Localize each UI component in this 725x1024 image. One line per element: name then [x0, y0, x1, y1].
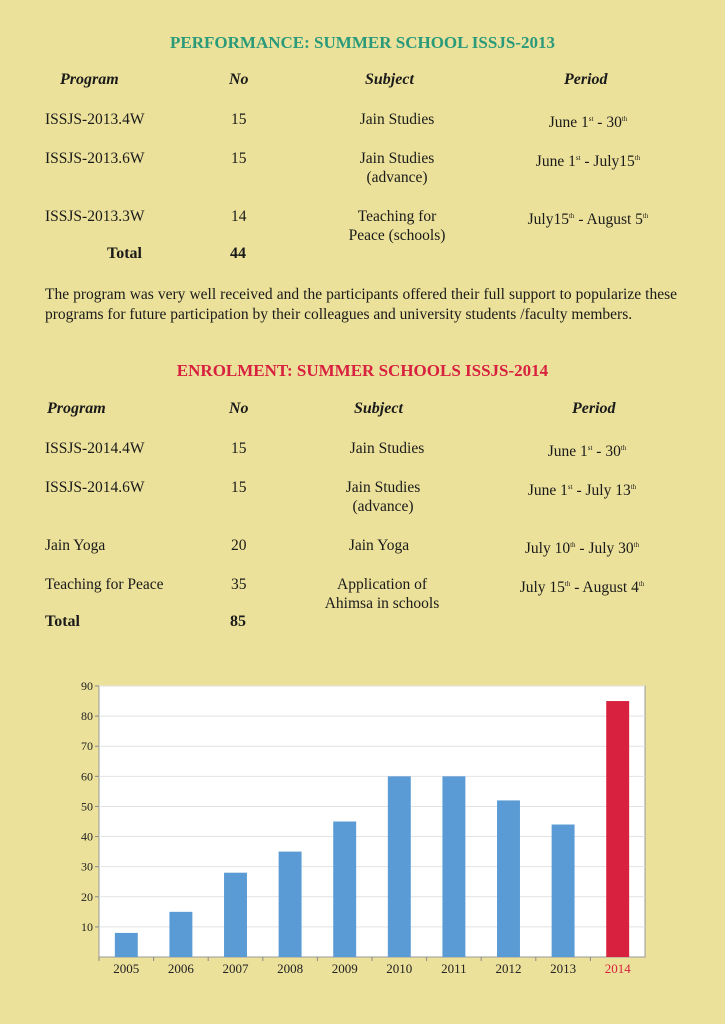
- bar-2013: [552, 825, 575, 957]
- no-cell: 15: [231, 479, 247, 496]
- col-header-subject: Subject: [354, 400, 403, 417]
- col-header-period: Period: [572, 400, 616, 417]
- bar-2011: [442, 776, 465, 957]
- period-cell: July 10th - July 30th: [524, 540, 640, 557]
- col-header-subject: Subject: [365, 71, 414, 88]
- program-cell: ISSJS-2014.6W: [45, 479, 145, 496]
- no-cell: 15: [231, 150, 247, 167]
- period-cell: June 1st - July15th: [535, 153, 641, 170]
- no-cell: 15: [231, 111, 247, 128]
- col-header-period: Period: [564, 71, 608, 88]
- total-value: 85: [230, 613, 246, 630]
- total-label: Total: [107, 245, 142, 262]
- subject-cell: Jain Studies: [359, 111, 435, 128]
- no-cell: 20: [231, 537, 247, 554]
- bar-2006: [169, 912, 192, 957]
- x-tick-label: 2008: [277, 961, 304, 976]
- program-cell: ISSJS-2014.4W: [45, 440, 145, 457]
- bar-2007: [224, 873, 247, 957]
- bar-2008: [279, 852, 302, 957]
- x-tick-label: 2005: [113, 961, 140, 976]
- y-tick-label: 70: [81, 739, 93, 754]
- section-2013-title: PERFORMANCE: SUMMER SCHOOL ISSJS-2013: [170, 33, 555, 52]
- program-cell: Teaching for Peace: [45, 576, 164, 593]
- period-cell: July15th - August 5th: [527, 211, 649, 228]
- bar-2010: [388, 776, 411, 957]
- y-tick-label: 10: [81, 919, 93, 934]
- summary-paragraph: The program was very well received and the participants offered their full support to popularize these programs for future participation by their colleagues and university students /faculty members.: [45, 286, 677, 323]
- no-cell: 15: [231, 440, 247, 457]
- subject-cell: Application of Ahimsa in schools: [324, 576, 440, 612]
- program-cell: ISSJS-2013.3W: [45, 208, 145, 225]
- y-tick-label: 30: [81, 859, 93, 874]
- program-cell: Jain Yoga: [45, 537, 106, 554]
- no-cell: 35: [231, 576, 247, 593]
- y-tick-label: 90: [81, 679, 93, 693]
- col-header-program: Program: [60, 71, 119, 88]
- x-tick-label: 2010: [386, 961, 413, 976]
- x-tick-label: 2009: [331, 961, 358, 976]
- subject-cell: Jain Studies (advance): [345, 479, 421, 515]
- x-tick-label: 2012: [495, 961, 522, 976]
- x-tick-label: 2013: [550, 961, 577, 976]
- col-header-no: No: [229, 71, 249, 88]
- period-cell: June 1st - 30th: [548, 114, 628, 131]
- x-tick-label: 2011: [441, 961, 467, 976]
- period-cell: June 1st - 30th: [547, 443, 627, 460]
- col-header-no: No: [229, 400, 249, 417]
- enrolment-bar-chart: [60, 676, 660, 976]
- subject-cell: Jain Studies (advance): [359, 150, 435, 186]
- total-label: Total: [45, 613, 80, 630]
- no-cell: 14: [231, 208, 247, 225]
- period-cell: July 15th - August 4th: [519, 579, 645, 596]
- y-tick-label: 80: [81, 709, 93, 724]
- subject-cell: Jain Yoga: [348, 537, 410, 554]
- x-tick-label: 2007: [222, 961, 249, 976]
- y-tick-label: 40: [81, 829, 93, 844]
- section-2014-title: ENROLMENT: SUMMER SCHOOLS ISSJS-2014: [176, 361, 549, 380]
- col-header-program: Program: [47, 400, 106, 417]
- subject-cell: Teaching for Peace (schools): [348, 208, 446, 244]
- bar-2012: [497, 800, 520, 957]
- y-tick-label: 20: [81, 889, 93, 904]
- program-cell: ISSJS-2013.6W: [45, 150, 145, 167]
- period-cell: June 1st - July 13th: [527, 482, 637, 499]
- x-tick-label: 2006: [167, 961, 194, 976]
- y-tick-label: 50: [81, 799, 93, 814]
- bar-2009: [333, 822, 356, 958]
- x-tick-label: 2014: [604, 961, 631, 976]
- y-tick-label: 60: [81, 769, 93, 784]
- subject-cell: Jain Studies: [349, 440, 425, 457]
- total-value: 44: [230, 245, 246, 262]
- bar-2005: [115, 933, 138, 957]
- program-cell: ISSJS-2013.4W: [45, 111, 145, 128]
- bar-2014: [606, 701, 629, 957]
